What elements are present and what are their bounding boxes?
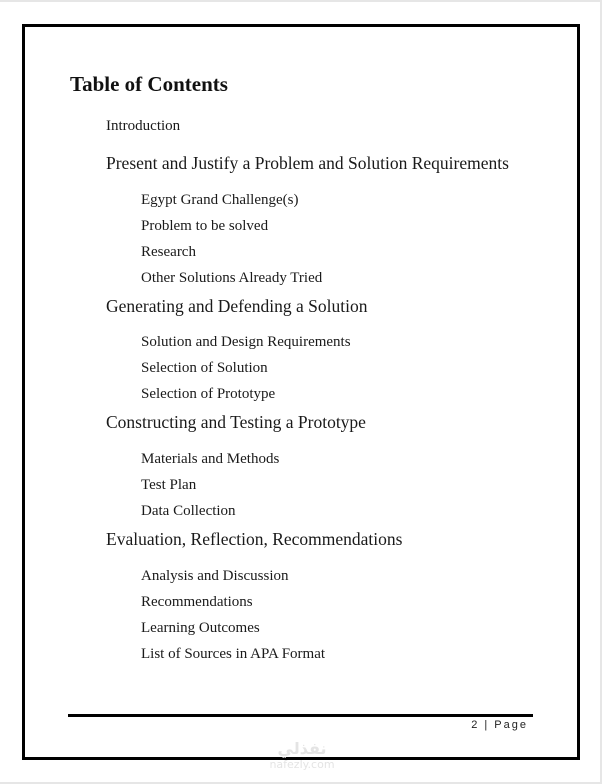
toc-entry-selection-of-prototype[interactable]: Selection of Prototype xyxy=(141,386,276,402)
watermark-latin-text: nafezly.com xyxy=(269,758,335,771)
footer-rule xyxy=(68,714,533,717)
toc-section-generating-solution[interactable]: Generating and Defending a Solution xyxy=(106,296,368,316)
toc-entry-recommendations[interactable]: Recommendations xyxy=(141,594,253,610)
toc-entry-introduction[interactable]: Introduction xyxy=(106,118,181,134)
toc-entry-egypt-grand-challenges[interactable]: Egypt Grand Challenge(s) xyxy=(141,192,299,208)
toc-section-evaluation[interactable]: Evaluation, Reflection, Recommendations xyxy=(106,529,403,549)
toc-entry-other-solutions[interactable]: Other Solutions Already Tried xyxy=(141,270,323,286)
toc-entry-data-collection[interactable]: Data Collection xyxy=(141,503,236,519)
toc-entry-research[interactable]: Research xyxy=(141,244,196,260)
toc-entry-list-of-sources[interactable]: List of Sources in APA Format xyxy=(141,646,326,662)
page-number: 2 | Page xyxy=(471,719,528,731)
watermark-arabic-text: نفذلي xyxy=(277,739,327,758)
toc-entry-problem-to-be-solved[interactable]: Problem to be solved xyxy=(141,218,269,234)
toc-entry-solution-design-requirements[interactable]: Solution and Design Requirements xyxy=(141,334,351,350)
toc-entry-materials-and-methods[interactable]: Materials and Methods xyxy=(141,451,280,467)
toc-entry-learning-outcomes[interactable]: Learning Outcomes xyxy=(141,620,260,636)
toc-title: Table of Contents xyxy=(70,72,228,96)
toc-section-problem-and-requirements[interactable]: Present and Justify a Problem and Solution Requirements xyxy=(106,153,509,173)
toc-entry-analysis-and-discussion[interactable]: Analysis and Discussion xyxy=(141,568,289,584)
toc-section-constructing-prototype[interactable]: Constructing and Testing a Prototype xyxy=(106,412,366,432)
toc-entry-test-plan[interactable]: Test Plan xyxy=(141,477,197,493)
toc-entry-selection-of-solution[interactable]: Selection of Solution xyxy=(141,360,268,376)
